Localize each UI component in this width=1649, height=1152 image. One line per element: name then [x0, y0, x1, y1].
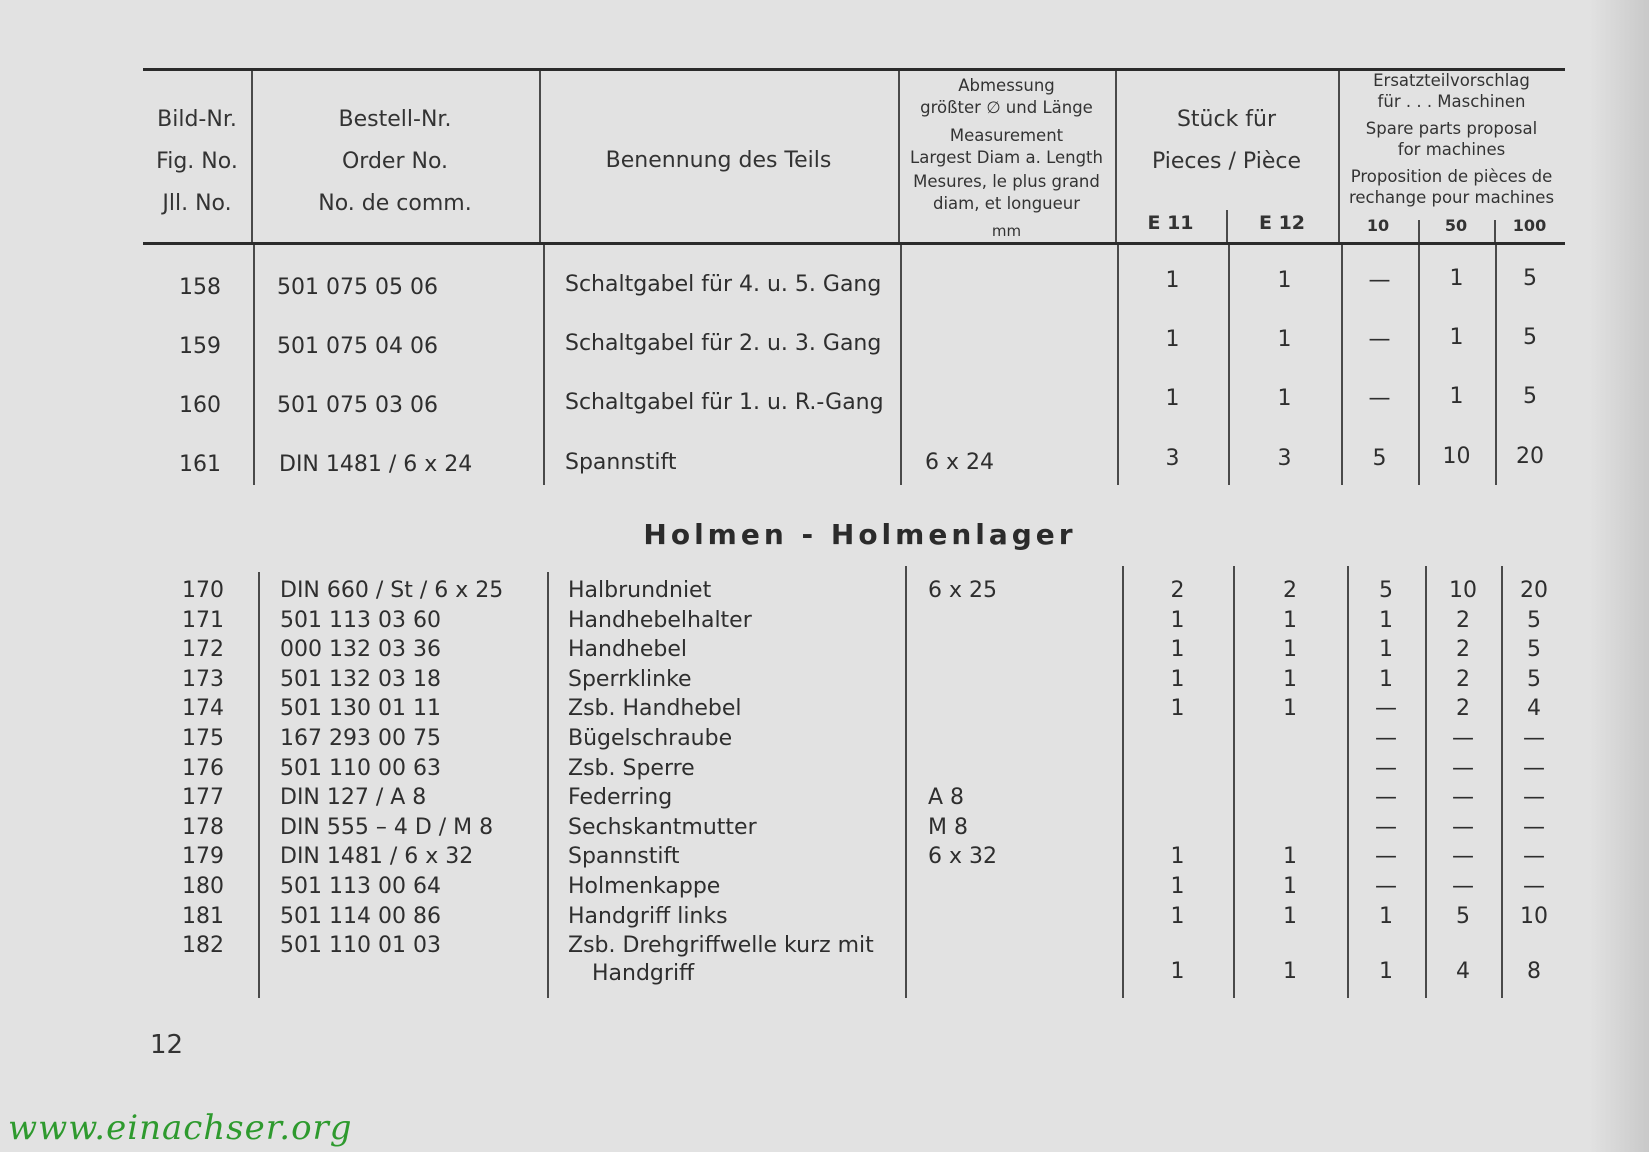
column-divider [547, 572, 549, 998]
cell-order-no: 000 132 03 36 [280, 637, 441, 663]
cell-dimension: 6 x 32 [928, 844, 997, 870]
site-watermark: www.einachser.org [8, 1108, 353, 1148]
cell-part-name: Spannstift [568, 844, 680, 870]
header-ersatzteilvorschlag: Ersatzteilvorschlag für . . . Maschinen Spare parts proposal for machines Proposition de pièces de rechange pour machines [1348, 71, 1555, 207]
cell-bild-nr: 160 [179, 393, 221, 418]
cell-bild-nr: 175 [182, 726, 224, 751]
cell-qty-100: 20 [1520, 578, 1548, 603]
cell-e11: 1 [1165, 268, 1180, 293]
cell-order-no: 501 114 00 86 [280, 903, 441, 929]
cell-qty-50: 1 [1449, 325, 1464, 350]
cell-part-name: Schaltgabel für 1. u. R.-Gang [565, 390, 884, 415]
cell-e11: 1 [1170, 637, 1185, 663]
cell-qty-100: 5 [1523, 384, 1537, 409]
cell-order-no: 501 110 00 63 [280, 755, 441, 781]
cell-qty-100: — [1523, 785, 1545, 811]
cell-qty-100: 5 [1527, 637, 1541, 663]
header-benennung: Benennung des Teils [605, 148, 832, 173]
cell-bild-nr: 158 [179, 275, 221, 300]
header-bild-nr: Bild-Nr. Fig. No. Jll. No. [156, 107, 238, 216]
cell-e11: 2 [1170, 578, 1185, 603]
cell-qty-50: — [1452, 874, 1474, 899]
cell-qty-100: 8 [1527, 959, 1541, 985]
cell-bild-nr: 161 [179, 452, 221, 477]
cell-e12: 1 [1283, 903, 1297, 929]
cell-qty-50: 2 [1456, 696, 1470, 722]
cell-qty-100: 10 [1520, 903, 1548, 929]
cell-qty-10: 1 [1379, 666, 1393, 692]
cell-qty-50: 4 [1456, 959, 1470, 985]
cell-qty-10: — [1368, 327, 1391, 352]
cell-bild-nr: 173 [182, 666, 224, 692]
cell-qty-50: 2 [1456, 637, 1470, 663]
cell-qty-10: — [1368, 386, 1391, 411]
header-qty-10: 10 [1366, 216, 1390, 235]
cell-qty-50: — [1452, 844, 1474, 870]
cell-qty-10: — [1375, 844, 1397, 870]
cell-bild-nr: 170 [182, 578, 224, 603]
cell-qty-50: — [1452, 755, 1474, 781]
cell-e12: 1 [1283, 637, 1297, 663]
cell-qty-50: — [1452, 785, 1474, 811]
cell-qty-100: 5 [1527, 666, 1541, 692]
cell-e11: 3 [1165, 446, 1180, 471]
cell-order-no: 501 113 03 60 [280, 607, 441, 633]
cell-e11: 1 [1165, 327, 1180, 352]
cell-qty-50: 1 [1449, 266, 1464, 291]
cell-part-name: Schaltgabel für 4. u. 5. Gang [565, 272, 882, 297]
cell-qty-50: — [1452, 726, 1474, 751]
cell-qty-10: — [1375, 696, 1397, 722]
cell-qty-100: — [1523, 755, 1545, 781]
cell-order-no: DIN 660 / St / 6 x 25 [280, 578, 504, 603]
page-number: 12 [150, 1030, 184, 1060]
cell-qty-50: — [1452, 814, 1474, 840]
cell-bild-nr: 180 [182, 874, 224, 899]
cell-order-no: 167 293 00 75 [280, 726, 441, 751]
cell-bild-nr: 178 [182, 814, 224, 840]
cell-bild-nr: 182 [182, 933, 224, 959]
header-abmessung: Abmessung größter ∅ und Länge Measurement Largest Diam a. Length Mesures, le plus grand diam, et longueur [910, 76, 1103, 213]
cell-qty-100: 4 [1527, 696, 1541, 722]
cell-e12: 3 [1277, 446, 1292, 471]
cell-part-name: Spannstift [565, 450, 677, 475]
cell-dimension: A 8 [928, 785, 965, 811]
cell-part-name: Handhebelhalter [568, 607, 752, 633]
cell-order-no: 501 110 01 03 [280, 933, 441, 959]
cell-e11: 1 [1170, 903, 1185, 929]
cell-order-no: DIN 1481 / 6 x 24 [279, 452, 473, 477]
cell-order-no: 501 075 04 06 [277, 334, 438, 359]
cell-bild-nr: 179 [182, 844, 224, 870]
cell-qty-10: — [1375, 814, 1397, 840]
cell-e11: 1 [1170, 874, 1185, 899]
cell-e11: 1 [1170, 696, 1185, 722]
cell-e11: 1 [1165, 386, 1180, 411]
cell-e12: 1 [1283, 666, 1297, 692]
header-qty-100: 100 [1512, 216, 1547, 235]
cell-order-no: 501 113 00 64 [280, 874, 441, 899]
header-abmessung-unit: mm [991, 222, 1022, 240]
cell-qty-100: 5 [1523, 325, 1537, 350]
column-divider [258, 572, 260, 998]
header-stueck: Stück für Pieces / Pièce [1152, 107, 1301, 174]
cell-order-no: DIN 127 / A 8 [280, 785, 427, 811]
cell-dimension: 6 x 25 [928, 578, 997, 603]
cell-part-name: Sechskantmutter [568, 814, 757, 840]
cell-order-no: 501 132 03 18 [280, 666, 441, 692]
cell-part-name: Zsb. Sperre [568, 755, 695, 781]
cell-qty-10: — [1368, 268, 1391, 293]
cell-qty-10: — [1375, 726, 1397, 751]
cell-part-name: Bügelschraube [568, 726, 733, 751]
header-e11: E 11 [1147, 212, 1194, 234]
column-divider [900, 245, 902, 485]
cell-part-name: Holmenkappe [568, 874, 721, 899]
header-qty-50: 50 [1444, 216, 1468, 235]
cell-qty-10: 1 [1379, 607, 1393, 633]
cell-qty-100: — [1523, 726, 1545, 751]
cell-bild-nr: 174 [182, 696, 224, 722]
cell-part-name: Handgriff links [568, 903, 728, 929]
cell-e12: 2 [1283, 578, 1297, 603]
header-bestell-nr: Bestell-Nr. Order No. No. de comm. [318, 107, 472, 216]
cell-order-no: 501 075 03 06 [277, 393, 438, 418]
cell-qty-10: 1 [1379, 959, 1393, 985]
header-e12: E 12 [1258, 212, 1306, 234]
cell-qty-10: — [1375, 874, 1397, 899]
cell-order-no: 501 130 01 11 [280, 696, 441, 722]
cell-order-no: DIN 1481 / 6 x 32 [280, 844, 474, 870]
cell-e12: 1 [1277, 268, 1292, 293]
cell-e11: 1 [1170, 959, 1185, 985]
cell-qty-50: 2 [1456, 666, 1470, 692]
section-title: Holmen - Holmenlager [643, 518, 1077, 551]
cell-qty-100: 20 [1516, 444, 1544, 469]
cell-qty-100: — [1523, 844, 1545, 870]
cell-qty-100: — [1523, 814, 1545, 840]
column-divider [543, 245, 545, 485]
cell-qty-50: 2 [1456, 607, 1470, 633]
cell-qty-10: 5 [1379, 578, 1393, 603]
cell-part-name: Handhebel [568, 637, 688, 663]
cell-qty-10: 1 [1379, 903, 1393, 929]
cell-qty-100: 5 [1527, 607, 1541, 633]
cell-qty-50: 10 [1449, 578, 1477, 603]
cell-qty-50: 10 [1442, 444, 1471, 469]
cell-bild-nr: 181 [182, 903, 224, 929]
cell-bild-nr: 177 [182, 785, 224, 811]
cell-e11: 1 [1170, 666, 1185, 692]
cell-order-no: DIN 555 – 4 D / M 8 [280, 814, 494, 840]
cell-e12: 1 [1283, 696, 1297, 722]
column-divider [253, 245, 255, 485]
cell-e12: 1 [1277, 327, 1292, 352]
cell-part-name: Federring [568, 785, 673, 811]
cell-bild-nr: 172 [182, 637, 224, 663]
cell-bild-nr: 159 [179, 334, 221, 359]
cell-e12: 1 [1283, 607, 1297, 633]
cell-e12: 1 [1283, 844, 1297, 870]
cell-e11: 1 [1170, 607, 1185, 633]
cell-order-no: 501 075 05 06 [277, 275, 438, 300]
cell-qty-50: 1 [1449, 384, 1464, 409]
column-divider [905, 566, 907, 998]
cell-part-name: Halbrundniet [568, 578, 712, 603]
cell-qty-100: 5 [1523, 266, 1537, 291]
cell-bild-nr: 171 [182, 607, 224, 633]
cell-qty-100: — [1523, 874, 1545, 899]
cell-qty-50: 5 [1456, 903, 1470, 929]
header-bottom-rule [143, 242, 1565, 245]
cell-qty-10: — [1375, 785, 1397, 811]
cell-dimension: M 8 [928, 814, 968, 840]
cell-part-name: Zsb. Drehgriffwelle kurz mit [568, 933, 874, 959]
cell-qty-10: — [1375, 755, 1397, 781]
cell-e12: 1 [1283, 959, 1297, 985]
cell-part-name: Zsb. Handhebel [568, 696, 742, 722]
cell-dimension: 6 x 24 [925, 450, 994, 475]
cell-e12: 1 [1283, 874, 1297, 899]
cell-e11: 1 [1170, 844, 1185, 870]
cell-qty-10: 5 [1372, 446, 1387, 471]
cell-qty-10: 1 [1379, 637, 1393, 663]
cell-part-name: Schaltgabel für 2. u. 3. Gang [565, 331, 882, 356]
cell-e12: 1 [1277, 386, 1292, 411]
cell-part-name: Sperrklinke [568, 666, 692, 692]
page-edge-shadow [1589, 0, 1649, 1152]
cell-part-name-continued: Handgriff [592, 961, 695, 987]
cell-bild-nr: 176 [182, 755, 224, 781]
